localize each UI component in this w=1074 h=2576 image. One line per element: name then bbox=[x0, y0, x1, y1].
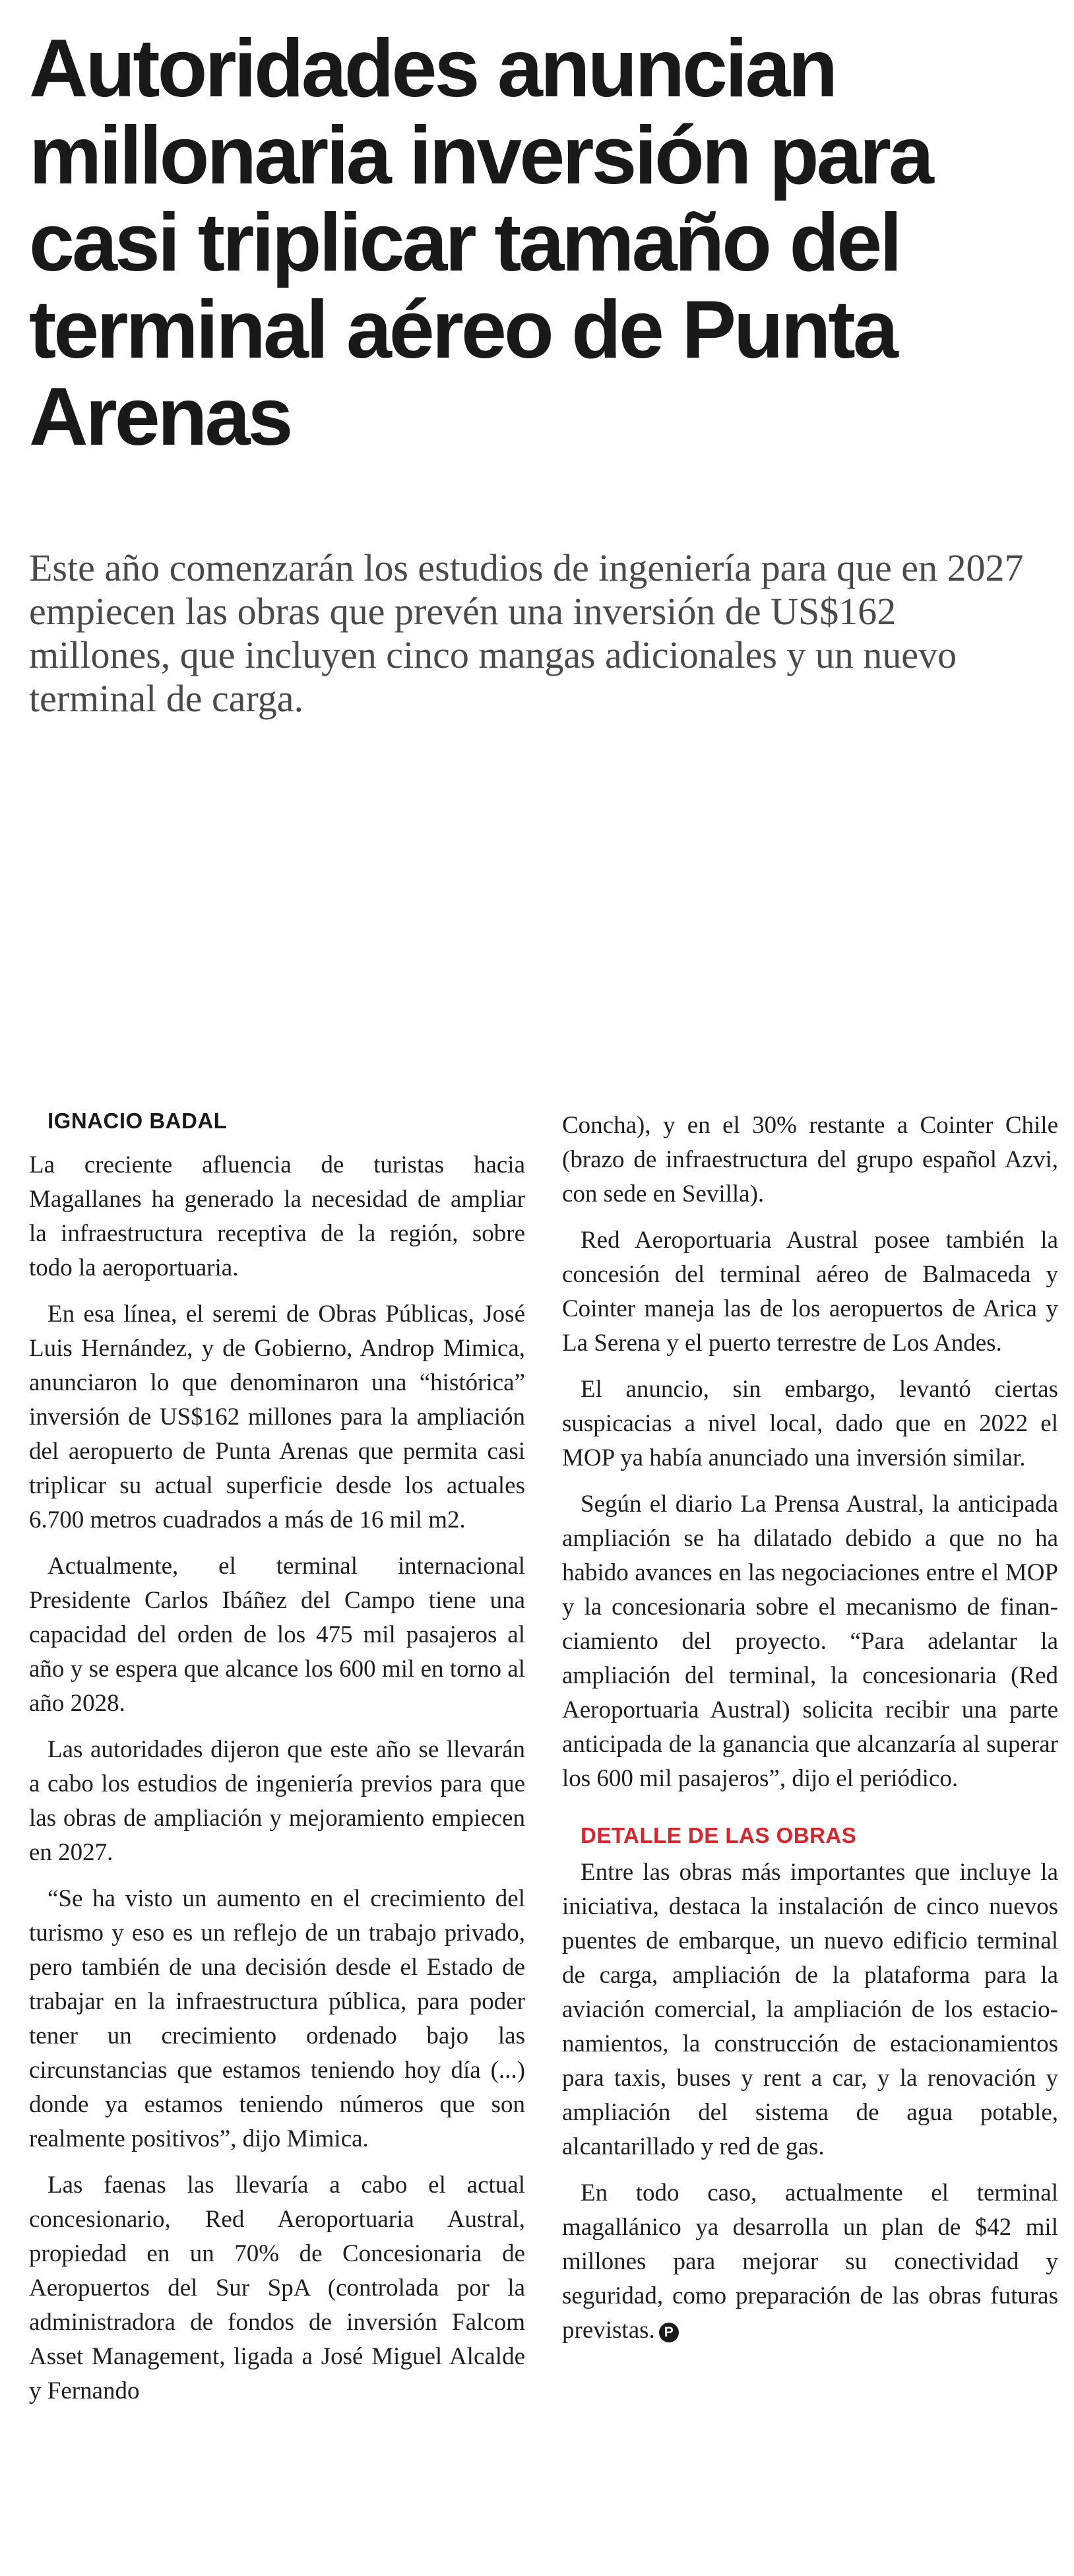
body-paragraph: Según el diario La Prensa Austral, la anticipada ampliación se ha dilatado debido a que no ha habido avances en las negociaciones entre el MOP y la concesionaria sobre el mecanismo de financiamiento del proyecto. “Para adelantar la ampliación del terminal, la concesionaria (Red Aeroportuaria Austral) solicita recibir una parte anticipada de la ganancia que alcanzaría al superar los 600 mil pasajeros”, dijo el periódico. bbox=[562, 1491, 1058, 1792]
body-paragraph bbox=[562, 2176, 1058, 2348]
body-paragraph: Actualmente, el terminal internacional Presidente Carlos Ibáñez del Campo tiene una capacidad del orden de los 475 mil pasajeros al año y se espera que alcance los 600 mil en torno al año 2028. bbox=[29, 1553, 525, 1717]
body-paragraph: La creciente afluencia de turistas hacia Magallanes ha generado la necesidad de ampliar la infraestructura receptiva de la región, sobre todo la aeroportuaria. bbox=[29, 1151, 525, 1281]
body-paragraph-text: En todo caso, actualmente el terminal magallánico ya desarrolla un plan de $42 mil millones para mejorar su conectividad y seguridad, como preparación de las obras futuras previstas. bbox=[562, 2179, 1058, 2344]
body-paragraph: Las autoridades dijeron que este año se llevarán a cabo los estudios de ingeniería previos para que las obras de ampliación y mejoramiento empiecen en 2027. bbox=[29, 1736, 525, 1866]
article-column-right bbox=[562, 1109, 1058, 2360]
body-paragraph: Las faenas las llevaría a cabo el actual concesionario, Red Aeroportuaria Austral, propiedad en un 70% de Concesionaria de Aeropuertos del Sur SpA (controlada por la administradora de fondos de inversión Falcom Asset Management, ligada a José Miguel Alcalde y Fernando bbox=[29, 2172, 525, 2404]
body-paragraph: Concha), y en el 30% restante a Cointer Chile (brazo de infraestructura del grupo español Azvi, con sede en Sevilla). bbox=[562, 1112, 1058, 1208]
article-column-left bbox=[29, 1106, 525, 2420]
body-paragraph: Entre las obras más importantes que incluye la iniciativa, destaca la instalación de cinco nuevos puentes de embarque, un nuevo edificio terminal de carga, ampliación de la plataforma para la aviación comercial, la ampliación de los estacionamientos, la construcción de estacionamientos para taxis, buses y rent a car, y la renovación y ampliación del sistema de agua potable, alcantarillado y red de gas. bbox=[562, 1859, 1058, 2160]
end-mark-icon: P bbox=[659, 2323, 679, 2342]
headline: Autoridades anuncian millonaria inversión para casi triplicar tamaño del terminal aéreo de Punta Arenas bbox=[29, 23, 932, 463]
body-paragraph: “Se ha visto un aumento en el crecimiento del turismo y eso es un reflejo de un trabajo privado, pero también de una decisión desde el Estado de trabajar en la infraestructura pública, para poder tener un crecimiento ordenado bajo las circunstancias que estamos teniendo hoy día (...) donde ya estamos teniendo números que son realmente positivos”, dijo Mimica. bbox=[29, 1885, 525, 2152]
body-paragraph: En esa línea, el seremi de Obras Públicas, José Luis Hernández, y de Gobierno, Androp Mimica, anunciaron lo que denominaron una “histórica” inversión de US$162 millones para la ampliación del aeropuerto de Punta Arenas que permita casi triplicar su actual superficie desde los actuales 6.700 metros cuadrados a más de 16 mil m2. bbox=[29, 1301, 525, 1533]
section-subhead: DETALLE DE LAS OBRAS bbox=[581, 1823, 857, 1848]
byline: IGNACIO BADAL bbox=[47, 1109, 228, 1133]
deck-subtitle: Este año comenzarán los estudios de ingeniería para que en 2027 empiecen las obras que prevén una inversión de US$162 millones, que incluyen cinco mangas adicionales y un nuevo terminal de carga. bbox=[29, 546, 1024, 720]
body-paragraph: El anuncio, sin embargo, levantó ciertas suspicacias a nivel local, dado que en 2022 el MOP ya había anunciado una inversión similar. bbox=[562, 1376, 1058, 1471]
body-paragraph: Red Aeroportuaria Austral posee también la concesión del terminal aéreo de Balmaceda y Cointer maneja las de los aeropuertos de Arica y La Serena y el puerto terrestre de Los Andes. bbox=[562, 1227, 1058, 1357]
